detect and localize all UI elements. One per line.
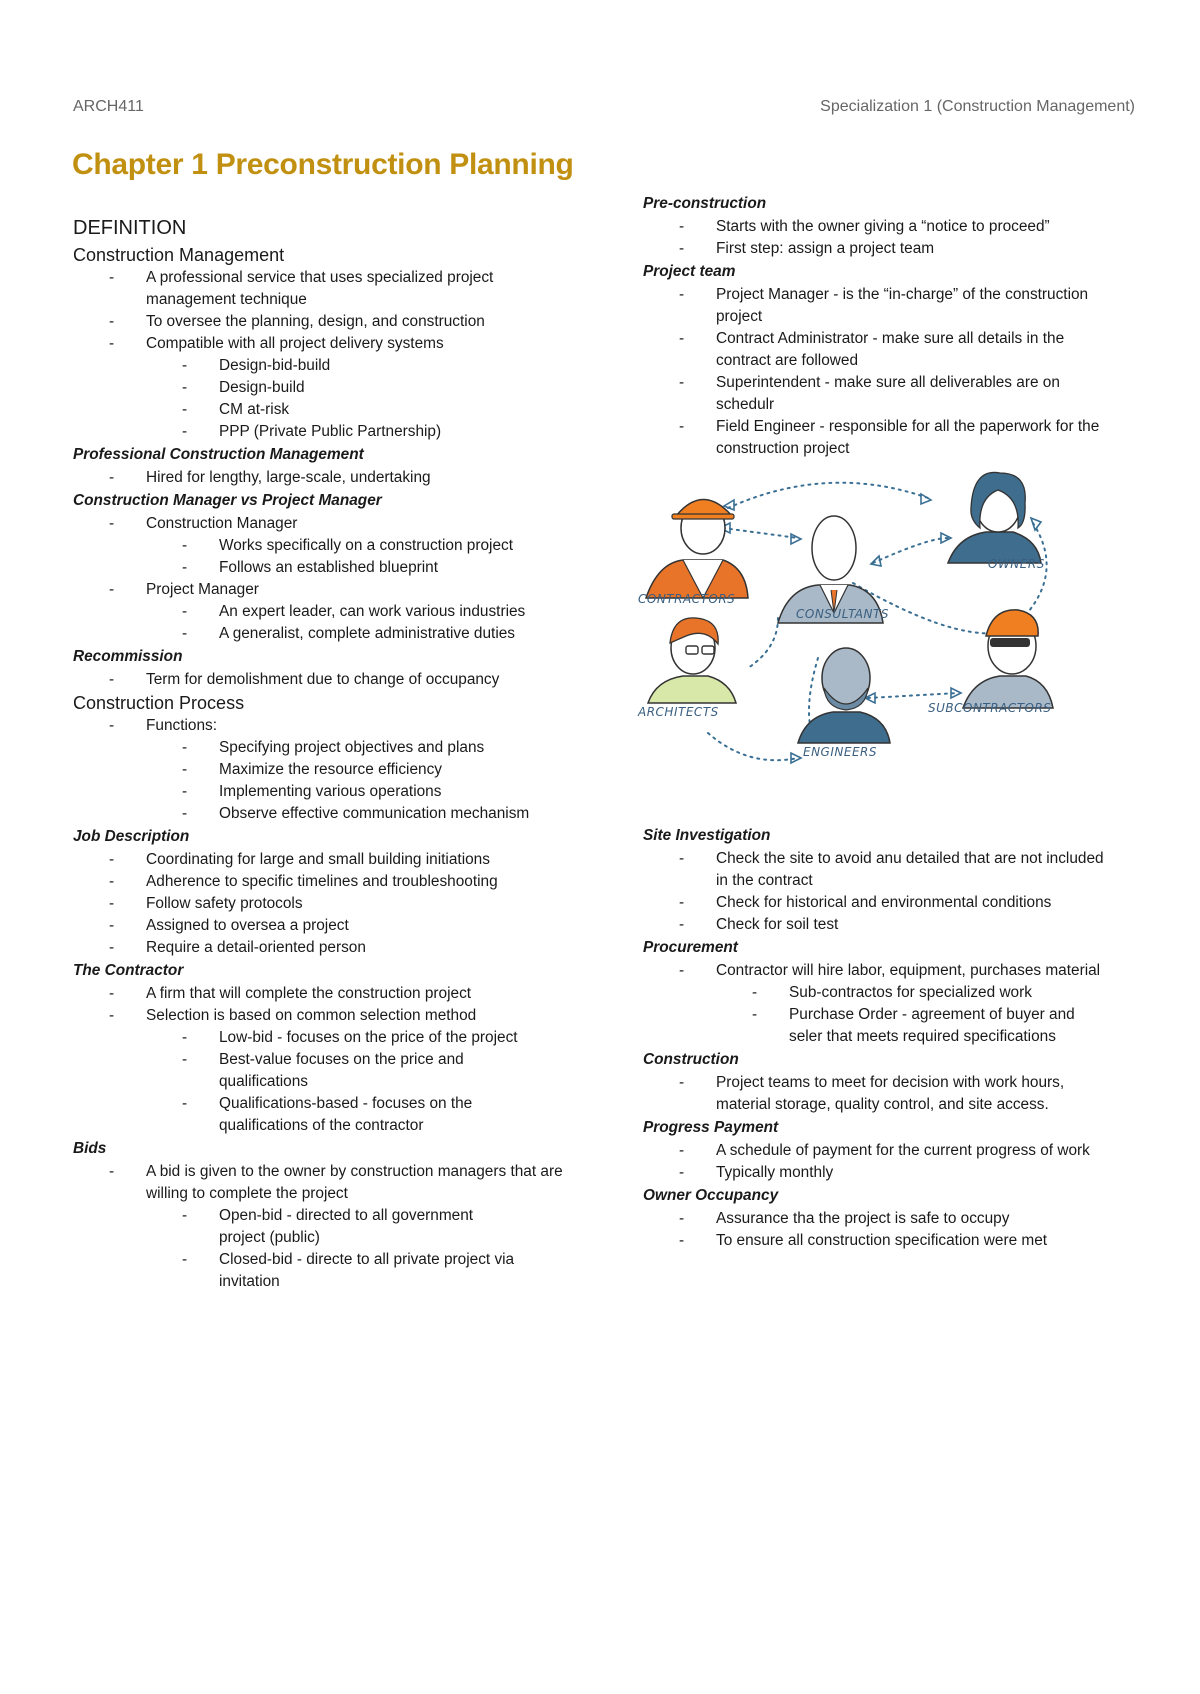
cm-vs-pm-heading: Construction Manager vs Project Manager — [73, 492, 382, 509]
list-item: - A schedule of payment for the current progress of work — [643, 1140, 1133, 1162]
procurement-heading: Procurement — [643, 939, 738, 956]
sub-list-item: - Design-build — [73, 377, 573, 399]
label-owners: OWNERS — [988, 557, 1045, 571]
course-code: ARCH411 — [73, 98, 144, 115]
list-item: - Check the site to avoid anu detailed that are not included in the contract — [643, 848, 1116, 892]
list-item: - Project Manager - is the “in-charge” of the construction project — [643, 284, 1116, 328]
label-subcontractors: SUBCONTRACTORS — [928, 701, 1052, 715]
sub-list-item: - Best-value focuses on the price and qualifications — [73, 1049, 509, 1093]
list-item: - Functions: — [73, 715, 573, 737]
list-item: - A firm that will complete the construction project — [73, 983, 573, 1005]
sub-list-item: - Closed-bid - directe to all private project via invitation — [73, 1249, 519, 1293]
list-item: - Hired for lengthy, large-scale, undertaking — [73, 467, 573, 489]
project-team-heading: Project team — [643, 263, 736, 280]
architect-figure — [648, 618, 736, 703]
list-item: - A bid is given to the owner by construction managers that are willing to complete the project — [73, 1161, 576, 1205]
list-item: - Project Manager — [73, 579, 573, 601]
list-item: - Term for demolishment due to change of occupancy — [73, 669, 573, 691]
sub-list-item: - Maximize the resource efficiency — [73, 759, 573, 781]
owner-occupancy-heading: Owner Occupancy — [643, 1187, 779, 1204]
label-engineers: ENGINEERS — [803, 745, 877, 759]
process-heading: Construction Process — [73, 693, 245, 713]
list-item: - Contractor will hire labor, equipment, purchases material — [643, 960, 1133, 982]
preconstruction-heading: Pre-construction — [643, 195, 767, 212]
list-item: - Assurance tha the project is safe to occupy — [643, 1208, 1133, 1230]
job-heading: Job Description — [73, 828, 190, 845]
sub-list-item: - PPP (Private Public Partnership) — [73, 421, 573, 443]
project-team-illustration — [628, 468, 1128, 808]
label-contractors: CONTRACTORS — [638, 592, 736, 606]
list-item: - Typically monthly — [643, 1162, 1133, 1184]
list-item: - Superintendent - make sure all deliverables are on schedulr — [643, 372, 1116, 416]
cm-heading: Construction Management — [73, 245, 285, 265]
label-architects: ARCHITECTS — [638, 705, 719, 719]
contractor-heading: The Contractor — [73, 962, 184, 979]
sub-list-item: - Observe effective communication mechanism — [73, 803, 573, 825]
left-column — [73, 214, 573, 1293]
list-item: - Follow safety protocols — [73, 893, 573, 915]
sub-list-item: - Open-bid - directed to all government project (public) — [73, 1205, 519, 1249]
progress-payment-heading: Progress Payment — [643, 1119, 779, 1136]
bids-heading: Bids — [73, 1140, 107, 1157]
list-item: - To oversee the planning, design, and construction — [73, 311, 573, 333]
list-item: - Construction Manager — [73, 513, 573, 535]
sub-list-item: - Purchase Order - agreement of buyer and seler that meets required specifications — [643, 1004, 1109, 1048]
course-subject: Specialization 1 (Construction Management) — [820, 98, 1135, 115]
subcontractor-figure — [963, 610, 1053, 708]
list-item: - Coordinating for large and small building initiations — [73, 849, 573, 871]
list-item: - Assigned to oversea a project — [73, 915, 573, 937]
label-consultants: CONSULTANTS — [796, 607, 889, 621]
sub-list-item: - Specifying project objectives and plans — [73, 737, 573, 759]
sub-list-item: - CM at-risk — [73, 399, 573, 421]
list-item: - Field Engineer - responsible for all the paperwork for the construction project — [643, 416, 1116, 460]
sub-list-item: - A generalist, complete administrative duties — [73, 623, 573, 645]
sub-list-item: - Follows an established blueprint — [73, 557, 573, 579]
construction-heading: Construction — [643, 1051, 739, 1068]
recommission-heading: Recommission — [73, 648, 183, 665]
contractor-figure — [646, 500, 748, 599]
site-investigation-heading: Site Investigation — [643, 827, 771, 844]
chapter-title: Chapter 1 Preconstruction Planning — [72, 148, 574, 181]
owner-figure — [948, 472, 1041, 563]
right-column — [638, 192, 1133, 1252]
list-item: - Adherence to specific timelines and troubleshooting — [73, 871, 573, 893]
sub-list-item: - Design-bid-build — [73, 355, 573, 377]
sub-list-item: - Works specifically on a construction project — [73, 535, 573, 557]
list-item: - Starts with the owner giving a “notice to proceed” — [643, 216, 1133, 238]
list-item: - To ensure all construction specification were met — [643, 1230, 1133, 1252]
sub-list-item: - Low-bid - focuses on the price of the project — [73, 1027, 573, 1049]
sub-list-item: - Sub-contractos for specialized work — [643, 982, 1133, 1004]
list-item: - A professional service that uses specialized project management technique — [73, 267, 573, 311]
list-item: - Selection is based on common selection method — [73, 1005, 573, 1027]
list-item: - Check for soil test — [643, 914, 1133, 936]
list-item: - Contract Administrator - make sure all details in the contract are followed — [643, 328, 1116, 372]
sub-list-item: - Qualifications-based - focuses on the qualifications of the contractor — [73, 1093, 519, 1137]
pcm-heading: Professional Construction Management — [73, 446, 364, 463]
sub-list-item: - An expert leader, can work various industries — [73, 601, 573, 623]
list-item: - Project teams to meet for decision with work hours, material storage, quality control, and site access. — [643, 1072, 1116, 1116]
sub-list-item: - Implementing various operations — [73, 781, 573, 803]
list-item: - Require a detail-oriented person — [73, 937, 573, 959]
engineer-figure — [798, 648, 890, 743]
list-item: - First step: assign a project team — [643, 238, 1133, 260]
list-item: - Compatible with all project delivery systems — [73, 333, 573, 355]
definition-heading: DEFINITION — [73, 217, 187, 239]
list-item: - Check for historical and environmental conditions — [643, 892, 1133, 914]
